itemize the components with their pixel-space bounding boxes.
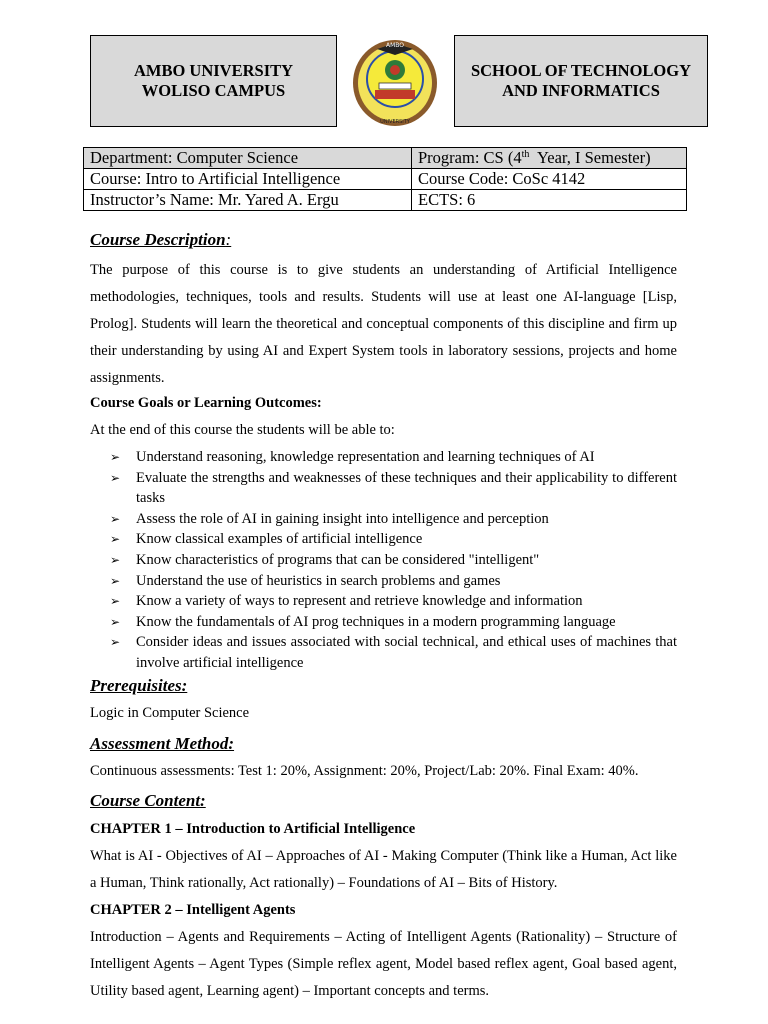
document-header (90, 35, 708, 129)
course-code-cell: Course Code: CoSc 4142 (412, 169, 687, 190)
arrow-bullet-icon: ➢ (110, 532, 121, 547)
course-info-table (83, 147, 687, 211)
goals-intro: At the end of this course the students will be able to: (90, 422, 395, 438)
course-cell: Course: Intro to Artificial Intelligence (84, 169, 412, 190)
chapter2-title: CHAPTER 2 – Intelligent Agents (90, 902, 296, 918)
university-logo (337, 35, 454, 129)
list-item: ➢ Know characteristics of programs that can be considered "intelligent" (108, 550, 677, 571)
content-heading: Course Content: (90, 791, 206, 810)
arrow-bullet-icon: ➢ (110, 450, 121, 464)
assessment-heading: Assessment Method: (90, 734, 235, 753)
description-text: The purpose of this course is to give students an understanding of Artificial Intelligence methodologies, techniques, tools and results. Students will use at least one AI-language [Lisp, Prolog]. Students will learn the theoretical and conceptual components of this discipline and firm up their understanding by using AI and Expert System tools in laboratory sessions, projects and home assignments. (90, 262, 677, 386)
arrow-bullet-icon: ➢ (110, 594, 121, 609)
logo-top-text: AMBO (385, 42, 405, 49)
chapter2-text: Introduction – Agents and Requirements – Acting of Intelligent Agents (Rationality) – Structure of Intelligent Agents – Agent Types (Simple reflex agent, Model based reflex agent, Goal based agent, Utility based agent, Learning agent) – Important concepts and terms. (90, 929, 677, 999)
goals-list (108, 447, 677, 674)
description-heading: Course Description: (90, 230, 232, 249)
program-cell: Program: CS (4th Year, I Semester) (412, 148, 687, 169)
arrow-bullet-icon: ➢ (110, 573, 121, 588)
list-item: ➢ Understand reasoning, knowledge representation and learning techniques of AI (108, 447, 677, 468)
arrow-bullet-icon: ➢ (110, 614, 121, 629)
school-name-box (454, 35, 708, 127)
school-name-line1: SCHOOL OF TECHNOLOGY (470, 61, 692, 80)
campus-name: WOLISO CAMPUS (141, 81, 286, 100)
table-row (84, 148, 687, 169)
instructor-cell: Instructor’s Name: Mr. Yared A. Ergu (84, 190, 412, 211)
prerequisites-heading: Prerequisites: (90, 676, 188, 695)
chapter1-title: CHAPTER 1 – Introduction to Artificial Intelligence (90, 821, 416, 837)
list-item: ➢ Consider ideas and issues associated with social technical, and ethical uses of machines that involve artificial intelligence (110, 634, 677, 671)
table-row (84, 190, 687, 211)
school-name-line2: AND INFORMATICS (502, 81, 660, 100)
prerequisites-text: Logic in Computer Science (90, 705, 250, 721)
university-name: AMBO UNIVERSITY (133, 61, 294, 80)
list-item: ➢ Assess the role of AI in gaining insight into intelligence and perception (108, 509, 677, 530)
arrow-bullet-icon: ➢ (110, 470, 121, 485)
ects-cell: ECTS: 6 (412, 190, 687, 211)
department-cell: Department: Computer Science (84, 148, 412, 169)
university-name-box (90, 35, 337, 127)
logo-bottom-text: UNIVERSITY (380, 119, 410, 125)
list-item: ➢ Know the fundamentals of AI prog techniques in a modern programming language (108, 612, 677, 633)
list-item: ➢ Know a variety of ways to represent and retrieve knowledge and information (108, 591, 677, 612)
arrow-bullet-icon: ➢ (110, 635, 121, 650)
arrow-bullet-icon: ➢ (110, 552, 121, 567)
list-item: ➢ Evaluate the strengths and weaknesses of these techniques and their applicability to different tasks (110, 469, 677, 507)
table-row (84, 169, 687, 190)
list-item: ➢ Understand the use of heuristics in search problems and games (108, 571, 677, 592)
chapter1-text: What is AI - Objectives of AI – Approaches of AI - Making Computer (Think like a Human, Act like a Human, Think rationally, Act rationally) – Foundations of AI – Bits of History. (90, 848, 677, 891)
list-item: ➢ Know classical examples of artificial intelligence (108, 529, 677, 550)
assessment-text: Continuous assessments: Test 1: 20%, Assignment: 20%, Project/Lab: 20%. Final Exam: 40%. (90, 763, 639, 779)
arrow-bullet-icon: ➢ (110, 511, 121, 526)
goals-heading: Course Goals or Learning Outcomes: (90, 395, 322, 411)
